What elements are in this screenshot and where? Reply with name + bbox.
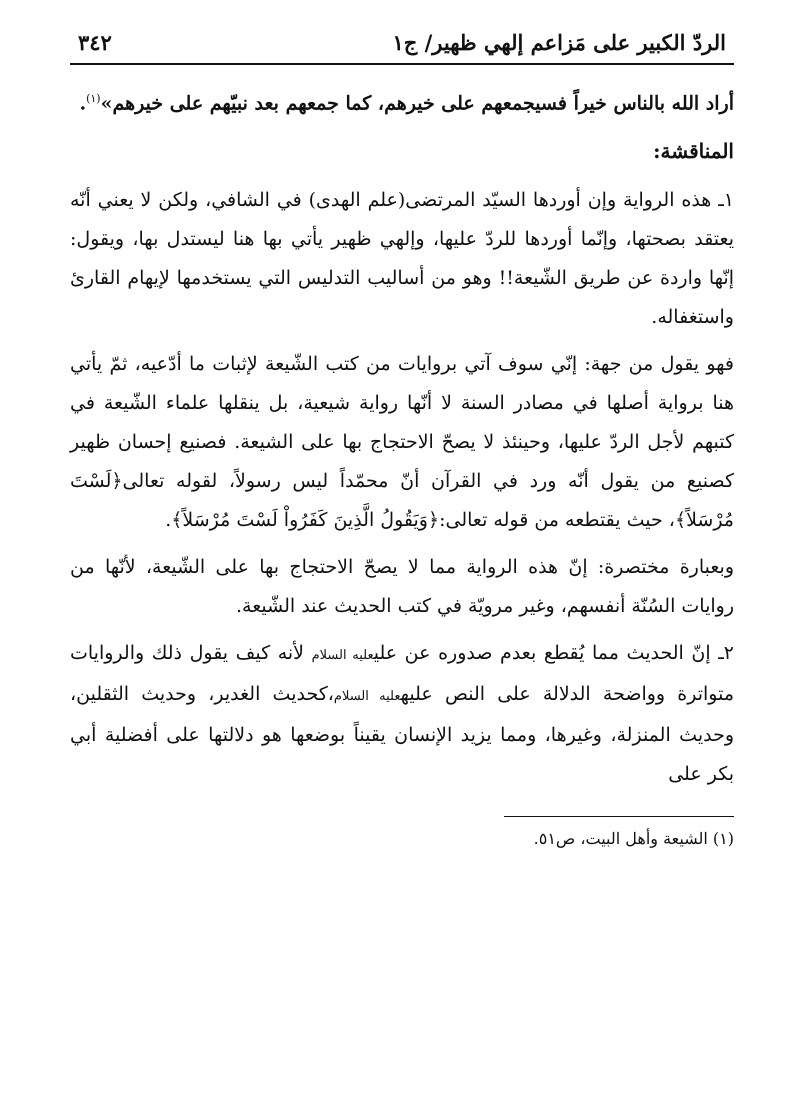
paragraph-4 — [70, 634, 734, 794]
paragraph-4-text-b: لأنه كيف يقول ذلك والروايات متواترة وواضحة الدلالة على النص عليه — [70, 642, 735, 706]
quran-verse-1: ﴿لَسْتَ مُرْسَلاً﴾ — [70, 470, 734, 532]
footnote: (١) الشيعة وأهل البيت، ص٥١. — [533, 829, 734, 849]
quran-verse-2: ﴿وَيَقُولُ الَّذِينَ كَفَرُواْ لَسْتَ مُرْسَلاً﴾ — [171, 509, 440, 532]
paragraph-2-text-a: فهو يقول من جهة: إنّي سوف آتي بروايات من كتب الشّيعة لإثبات ما أدّعيه، ثمّ يأتي هنا برواية أصلها في مصادر السنة لا أنّها رواية شيعية، بل ينقلها علماء الشّيعة في كتبهم لأجل الردّ عليها، وحينئذ لا يصحّ الاحتجاج بها على الشيعة. فصنيع إحسان ظهير كصنيع من يقول أنّه ورد في القرآن أنّ محمّداً ليس رسولاً، لقوله تعالى — [70, 353, 734, 493]
paragraph-2-text-b: ، حيث يقتطعه من قوله تعالى: — [439, 509, 675, 532]
paragraph-3: وبعبارة مختصرة: إنّ هذه الرواية مما لا يصحّ الاحتجاج بها على الشّيعة، لأنّها من روايات السُنّة أنفسهم، وغير مرويّة في كتب الحديث عند الشّيعة. — [70, 556, 734, 618]
quoted-text-end: . — [79, 92, 87, 115]
page-number: ٣٤٢ — [78, 30, 112, 55]
honorific-symbol-1: عليه السلام — [311, 648, 374, 664]
book-title: الردّ الكبير على مَزاعم إلهي ظهير/ ج١ — [392, 30, 726, 55]
footnote-reference[interactable]: (١) — [86, 92, 101, 105]
footnote-divider — [504, 816, 734, 817]
paragraph-4-text-a: ٢ـ إنّ الحديث مما يُقطع بعدم صدوره عن علي — [373, 642, 734, 665]
paragraph-2 — [70, 345, 734, 540]
paragraph-4-text-c: ،كحديث الغدير، وحديث الثقلين، وحديث المنزلة، وغيرها، ومما يزيد الإنسان يقيناً بوضعها هو دلالتها على أفضلية أبي بكر على — [70, 683, 734, 786]
honorific-symbol-2: عليه السلام — [333, 689, 401, 705]
book-page — [70, 30, 734, 853]
quoted-text: أراد الله بالناس خيراً فسيجمعهم على خيرهم، كما جمعهم بعد نبيّهم على خيرهم» — [100, 92, 734, 115]
running-header — [70, 30, 734, 65]
paragraph-2-end: . — [165, 509, 172, 532]
section-title: المناقشة: — [653, 139, 734, 164]
paragraph-1: ١ـ هذه الرواية وإن أوردها السيّد المرتضى(علم الهدى) في الشافي، ولكن لا يعني أنّه يعتقد بصحتها، وإنّما أوردها للردّ عليها، وإلهي ظهير يأتي بها هنا ليستدل بها، ويقول: إنّها واردة عن طريق الشّيعة!! وهو من أساليب التدليس التي يستخدمها لإيهام القارئ واستغفاله. — [70, 189, 734, 329]
quoted-narration-end — [70, 79, 734, 123]
